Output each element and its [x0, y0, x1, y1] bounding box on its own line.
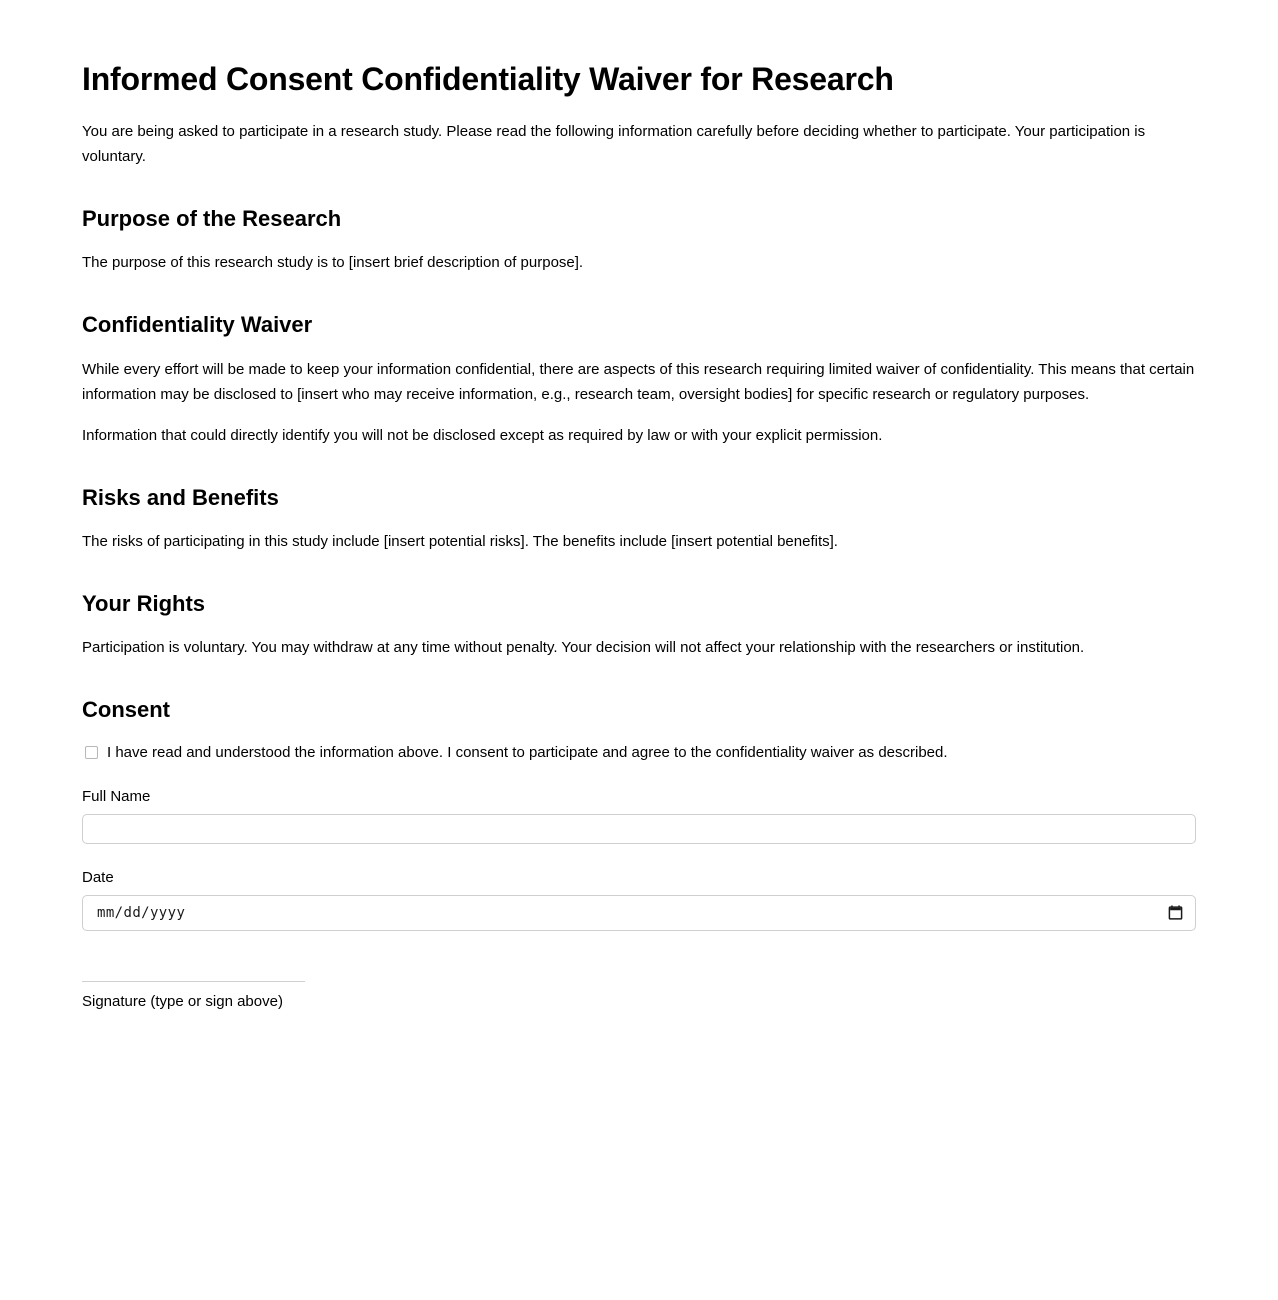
- section-heading-confidentiality: Confidentiality Waiver: [82, 312, 313, 338]
- section-heading-rights: Your Rights: [82, 590, 206, 616]
- full-name-field-group: [82, 787, 1196, 844]
- consent-checkbox-row[interactable]: [82, 742, 1196, 763]
- signature-caption: Signature (type or sign above): [82, 992, 283, 1010]
- date-label: Date: [82, 868, 114, 886]
- date-placeholder: mm/dd/yyyy: [97, 904, 186, 921]
- section-text-purpose: The purpose of this research study is to [insert brief description of purpose].: [82, 254, 584, 272]
- signature-line: [82, 981, 305, 982]
- page-title: Informed Consent Confidentiality Waiver for Research: [82, 61, 894, 97]
- consent-checkbox[interactable]: [85, 746, 98, 759]
- calendar-icon[interactable]: [1168, 905, 1183, 920]
- consent-checkbox-label: I have read and understood the information above. I consent to participate and agree to the confidentiality waiver as described.: [107, 743, 948, 761]
- signature-area: [82, 981, 1196, 1012]
- intro-paragraph: You are being asked to participate in a research study. Please read the following information carefully before deciding whether to participate. Your participation is voluntary.: [82, 122, 1146, 165]
- full-name-label: Full Name: [82, 787, 151, 805]
- full-name-input[interactable]: [82, 814, 1196, 844]
- date-input[interactable]: [82, 895, 1196, 931]
- section-heading-risks: Risks and Benefits: [82, 484, 279, 510]
- section-text-confidentiality-1: While every effort will be made to keep your information confidential, there are aspects of this research requiring limited waiver of confidentiality. This means that certain information may be disclosed to [insert who may receive information, e.g., research team, oversight bodies] for specific research or regulatory purposes.: [82, 360, 1195, 403]
- section-text-risks: The risks of participating in this study include [insert potential risks]. The benefits include [insert potential benefits].: [82, 532, 838, 550]
- section-text-confidentiality-2: Information that could directly identify you will not be disclosed except as required by law or with your explicit permission.: [82, 426, 883, 444]
- section-heading-purpose: Purpose of the Research: [82, 205, 342, 231]
- date-field-group: [82, 868, 1196, 931]
- section-heading-consent: Consent: [82, 697, 170, 723]
- document-content: [82, 61, 1196, 1012]
- section-text-rights: Participation is voluntary. You may withdraw at any time without penalty. Your decision will not affect your relationship with the researchers or institution.: [82, 639, 1085, 657]
